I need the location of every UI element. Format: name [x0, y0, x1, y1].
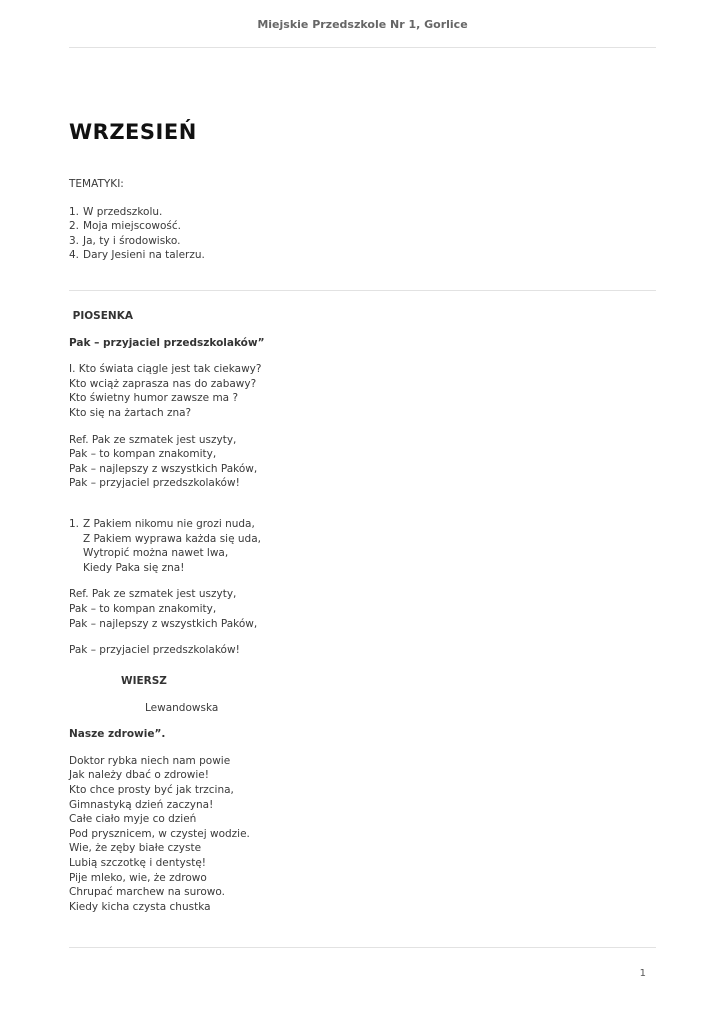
song-title: Pak – przyjaciel przedszkolaków”	[69, 336, 265, 349]
poem-line: Lubią szczotkę i dentystę!	[69, 856, 206, 869]
refrain-line: Pak – najlepszy z wszystkich Paków,	[69, 617, 258, 630]
page-number: 1	[639, 968, 646, 979]
verse-line: Kto się na żartach zna?	[69, 406, 192, 419]
header-divider	[69, 47, 656, 48]
poem-line: Jak należy dbać o zdrowie!	[69, 769, 209, 782]
refrain-line: Pak – najlepszy z wszystkich Paków,	[69, 462, 258, 475]
poem-line: Pod prysznicem, w czystej wodzie.	[69, 827, 250, 840]
list-item: 1. W przedszkolu.	[69, 205, 163, 218]
poem-line: Chrupać marchew na surowo.	[69, 886, 225, 899]
poem-section	[69, 674, 656, 914]
refrain-line: Pak – przyjaciel przedszkolaków!	[69, 644, 240, 657]
page-title: WRZESIEŃ	[69, 120, 197, 144]
refrain-line: Pak – to kompan znakomity,	[69, 602, 217, 615]
song-refrain-1	[69, 433, 656, 491]
refrain-line: Pak – przyjaciel przedszkolaków!	[69, 477, 240, 490]
song-section	[69, 309, 656, 658]
poem-line: Kiedy kicha czysta chustka	[69, 900, 211, 913]
song-heading: PIOSENKA	[69, 310, 133, 322]
song-refrain-2	[69, 587, 656, 631]
verse-line: Kto świetny humor zawsze ma ?	[69, 392, 239, 405]
poem-title: Nasze zdrowie”.	[69, 728, 166, 741]
section-divider	[69, 290, 656, 291]
verse-line: Kto wciąż zaprasza nas do zabawy?	[69, 377, 257, 390]
topics-list	[69, 205, 656, 263]
poem-line: Wie, że zęby białe czyste	[69, 842, 202, 855]
refrain-line: Ref. Pak ze szmatek jest uszyty,	[69, 588, 237, 601]
verse-line: Z Pakiem wyprawa każda się uda,	[83, 532, 261, 545]
list-item: 3. Ja, ty i środowisko.	[69, 234, 181, 247]
refrain-line: Pak – to kompan znakomity,	[69, 448, 217, 461]
verse-line: Wytropić można nawet lwa,	[83, 547, 229, 560]
song-verse-1	[69, 362, 656, 420]
verse-line: Z Pakiem nikomu nie grozi nuda,	[83, 517, 255, 530]
poem-line: Doktor rybka niech nam powie	[69, 754, 231, 767]
list-item: 4. Dary Jesieni na talerzu.	[69, 249, 205, 262]
poem-heading: WIERSZ	[121, 675, 167, 687]
poem-line: Całe ciało myje co dzień	[69, 813, 197, 826]
document-body	[69, 177, 656, 263]
verse-number: 1.	[69, 517, 80, 530]
verse-line: I. Kto świata ciągle jest tak ciekawy?	[69, 363, 262, 376]
refrain-line: Ref. Pak ze szmatek jest uszyty,	[69, 433, 237, 446]
poem-line: Kto chce prosty być jak trzcina,	[69, 783, 234, 796]
footer-divider	[69, 947, 656, 948]
topics-label: TEMATYKI:	[69, 178, 124, 190]
list-item: 2. Moja miejscowość.	[69, 220, 181, 233]
poem-line: Gimnastyką dzień zaczyna!	[69, 798, 214, 811]
verse-line: Kiedy Paka się zna!	[83, 561, 185, 574]
song-verse-2	[69, 517, 656, 575]
poem-lines	[69, 754, 656, 915]
poem-line: Pije mleko, wie, że zdrowo	[69, 871, 207, 884]
page-header: Miejskie Przedszkole Nr 1, Gorlice	[257, 18, 468, 31]
poem-author: Lewandowska	[145, 701, 219, 714]
